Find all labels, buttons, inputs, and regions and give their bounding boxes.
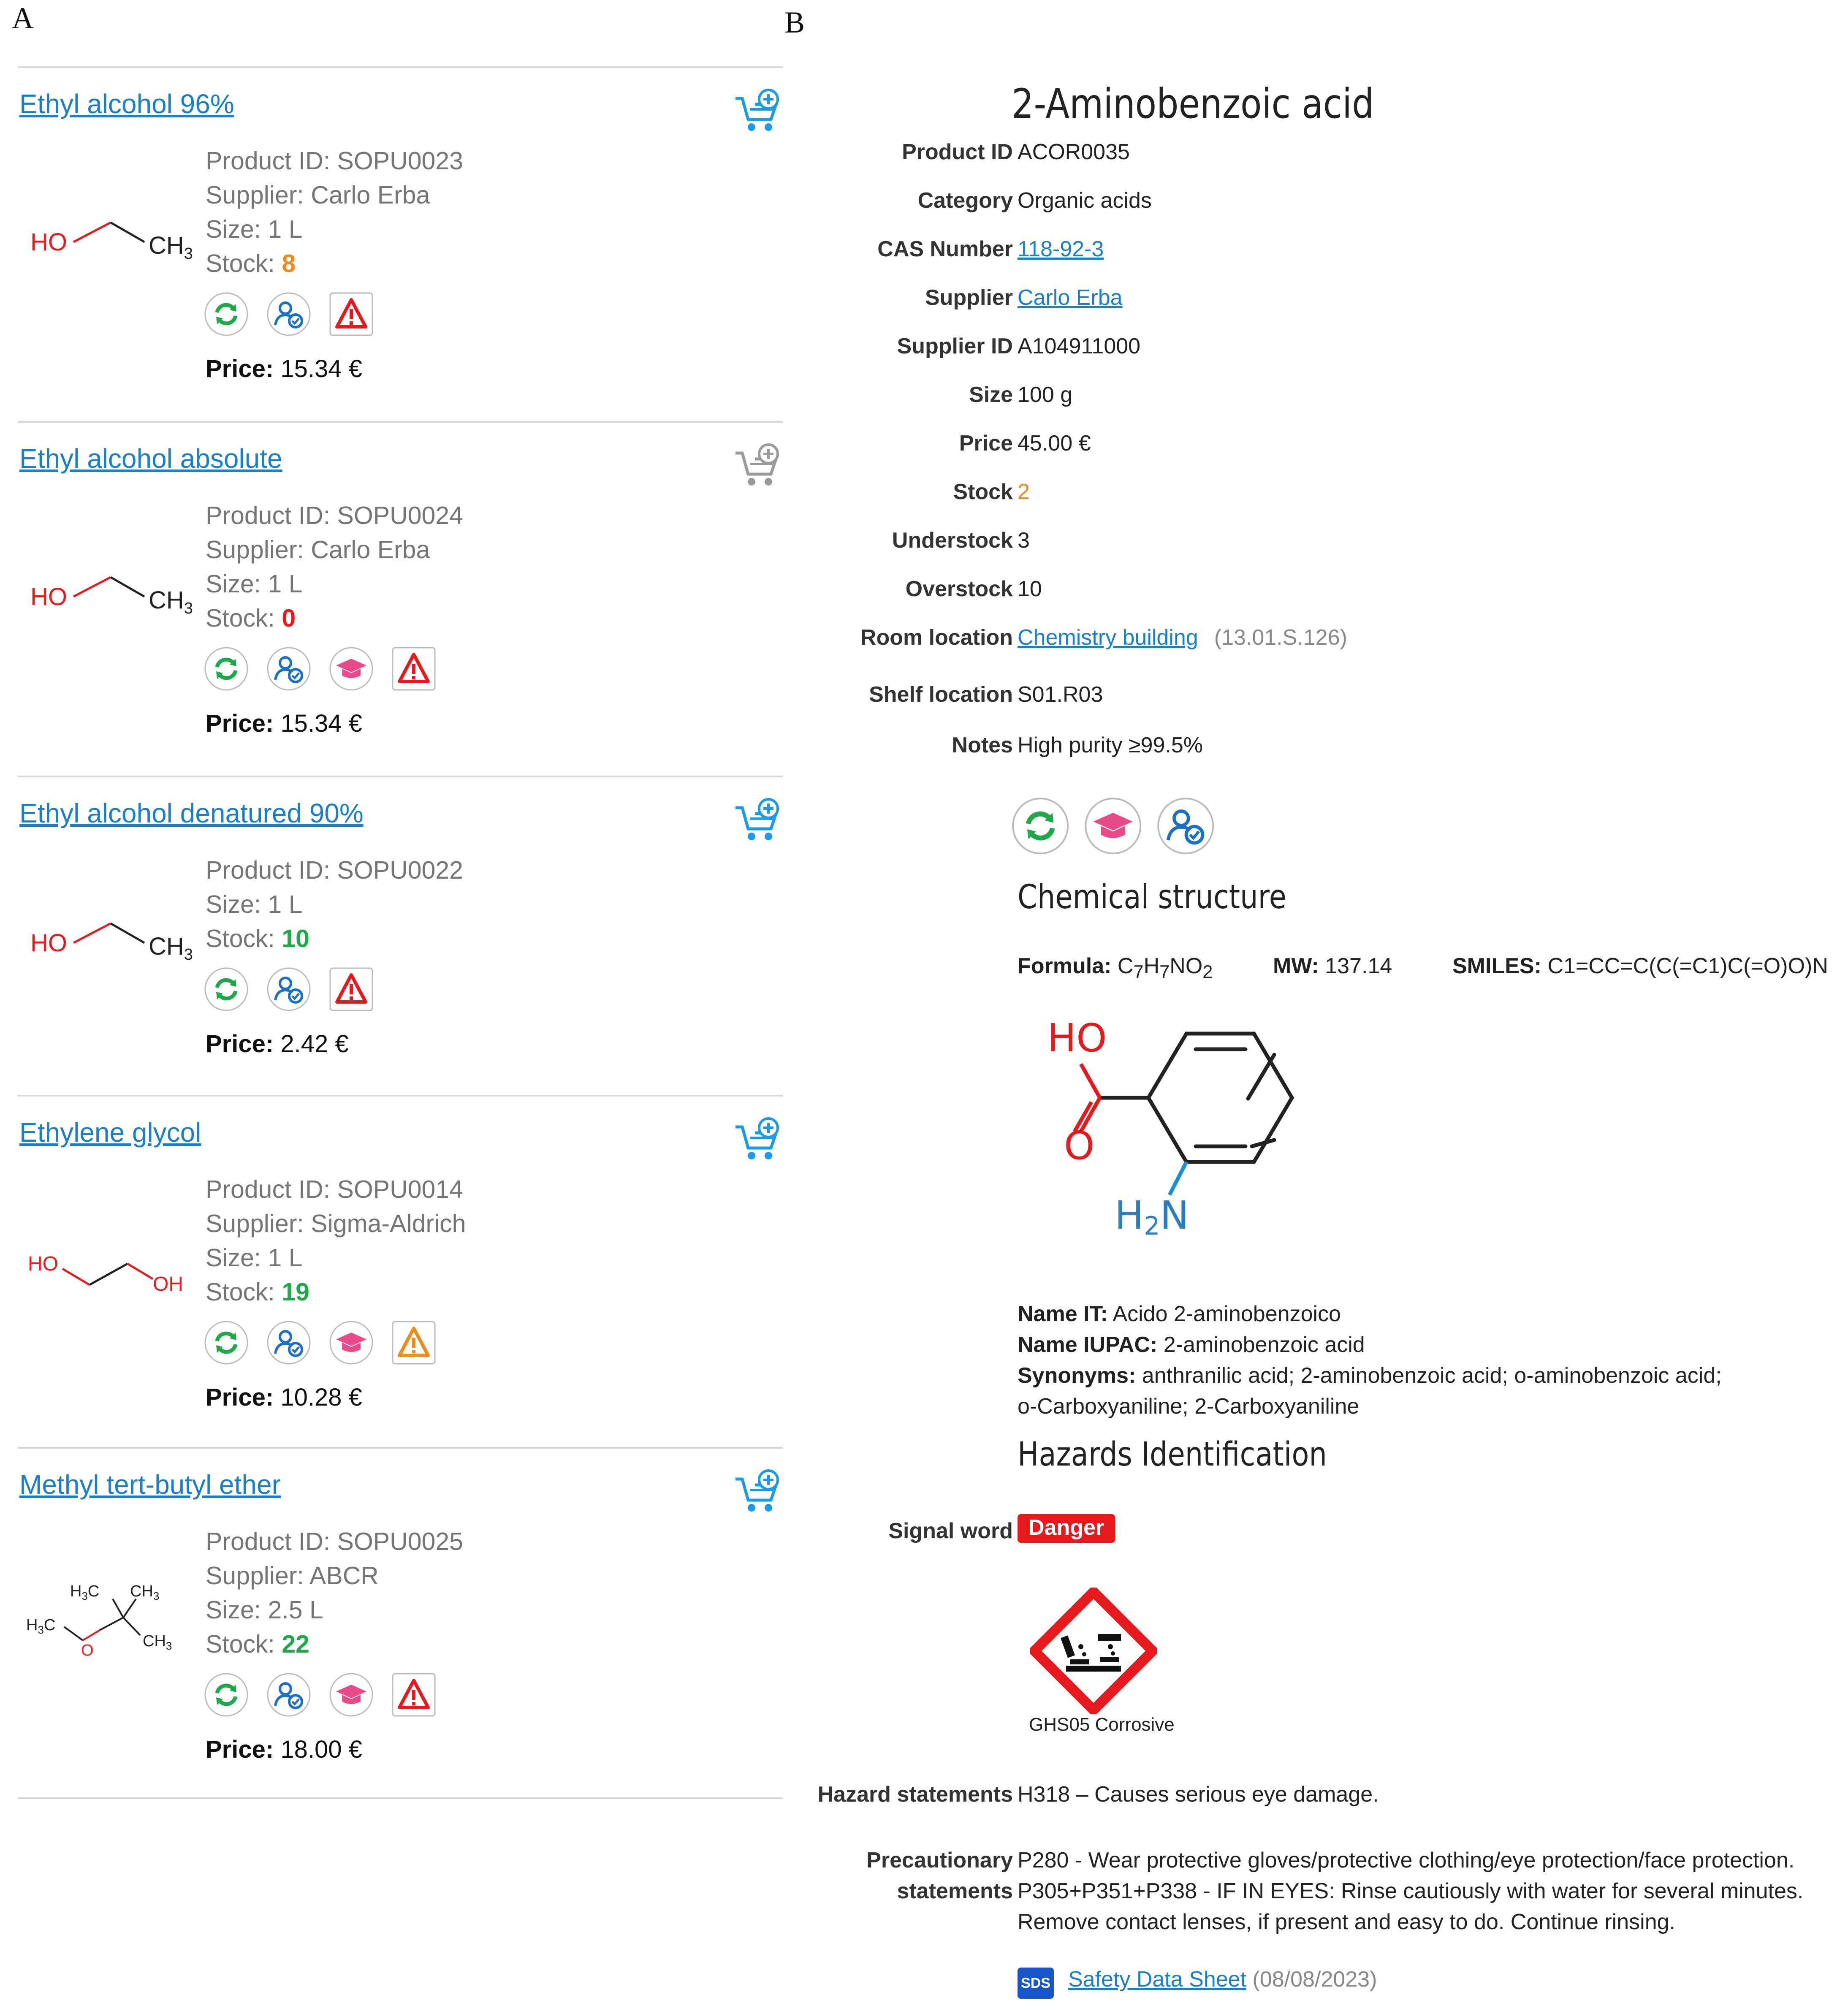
detail-value: 45.00 € [1018,431,1091,456]
product-info-line: Size: 1 L [206,570,303,598]
safety-data-sheet-link[interactable]: Safety Data Sheet [1068,1967,1247,1992]
recycle-icon[interactable] [204,646,249,692]
hazard-orange-icon[interactable] [391,1320,437,1365]
panel-label-b: B [784,5,805,39]
signal-word-badge: Danger [1018,1514,1115,1543]
detail-value: 100 g [1018,383,1073,407]
add-to-cart-icon[interactable] [734,798,783,844]
hazard-red-icon[interactable] [328,966,374,1012]
detail-value [1018,625,1347,650]
product-info-line: Size: 1 L [206,890,303,918]
molecule-structure [1022,1001,1326,1262]
product-info-line: Size: 1 L [206,215,303,243]
svg-text:CH3: $CH_3$ [149,232,193,263]
chemical-names [1018,1299,1820,1422]
svg-text:CH3: $CH_3$ [130,1584,160,1602]
product-price: Price: 18.00 € [206,1736,362,1763]
structure-thumbnail [26,1584,204,1668]
detail-label: Supplier [925,285,1013,310]
hazard-statements-label: Hazard statements [817,1782,1013,1807]
product-list [18,66,783,1799]
product-info [206,1525,463,1661]
add-to-cart-icon[interactable] [734,443,783,489]
stock-value: 10 [282,925,309,953]
product-card [18,421,783,776]
product-info [206,853,463,956]
product-price: Price: 15.34 € [206,355,362,383]
detail-value: Organic acids [1018,188,1152,213]
product-title-link[interactable]: Ethyl alcohol absolute [19,443,282,474]
product-price: Price: 2.42 € [206,1030,349,1058]
ghs05-label: GHS05 Corrosive [1029,1714,1175,1735]
product-info-line: Product ID: SOPU0025 [206,1528,463,1555]
formula-value: Formula: $C_7H_7NO_2$ [1018,954,1213,983]
synonyms: Synonyms: anthranilic acid; 2-aminobenzoic acid; o-aminobenzoic acid; [1018,1363,1722,1388]
structure-thumbnail [26,558,204,642]
sds-date: (08/08/2023) [1252,1967,1377,1992]
mw-value: MW: 137.14 [1273,954,1392,978]
product-info-line: Size: 1 L [206,1244,303,1272]
mol-label-o: O [1064,1123,1095,1168]
detail-label: Stock [953,480,1013,504]
stock-value: 0 [282,604,296,632]
detail-label: Notes [952,733,1013,757]
stock-line: Stock: 22 [206,1630,309,1658]
stock-line: Stock: 19 [206,1278,309,1306]
user-check-icon[interactable] [266,1672,312,1718]
stock-line: Stock: 8 [206,250,296,277]
svg-text:CH3: $CH_3$ [143,1632,172,1652]
precautionary-label-2: statements [897,1879,1013,1903]
product-info-line: Product ID: SOPU0014 [206,1175,463,1203]
product-card [18,1447,783,1799]
chemical-properties [1018,953,1828,983]
room-code: (13.01.S.126) [1214,625,1347,650]
svg-text:HO: HO [30,583,67,611]
svg-text:H3C: $H_3C$ [26,1616,56,1636]
structure-thumbnail [26,904,204,988]
mol-label-nh2: H2N [1115,1193,1189,1241]
graduation-cap-icon[interactable] [1083,796,1142,858]
svg-text:H3C: $H_3C$ [70,1584,100,1602]
stock-value: 8 [282,250,296,277]
detail-label: Size [969,383,1013,407]
detail-value [1018,285,1123,310]
recycle-icon[interactable] [204,966,249,1012]
graduation-cap-icon[interactable] [328,1672,374,1718]
signal-word-label: Signal word [888,1519,1013,1543]
product-price: Price: 15.34 € [206,710,362,737]
product-card [18,66,783,421]
svg-text:HO: HO [28,1253,58,1275]
svg-text:CH3: $CH_3$ [149,933,193,964]
hazard-red-icon[interactable] [391,1672,437,1718]
add-to-cart-icon[interactable] [734,88,783,135]
name-iupac: Name IUPAC: 2-aminobenzoic acid [1018,1333,1365,1357]
user-check-icon[interactable] [266,291,312,337]
svg-text:CH3: $CH_3$ [149,586,193,617]
user-check-icon[interactable] [266,966,312,1012]
stock-value: 22 [282,1630,309,1658]
product-info [206,499,463,635]
product-info-line: Product ID: SOPU0022 [206,856,463,884]
stock-value: 19 [282,1278,309,1306]
precautionary-p305-continued: Remove contact lenses, if present and easy to do. Continue rinsing. [1018,1910,1675,1934]
product-price: Price: 10.28 € [206,1384,362,1411]
recycle-icon[interactable] [204,291,249,337]
page-title: 2-Aminobenzoic acid [1012,80,1374,128]
product-detail [802,0,1848,2014]
graduation-cap-icon[interactable] [328,646,374,692]
svg-text:OH: OH [153,1273,183,1295]
product-info-line: Product ID: SOPU0023 [206,147,463,175]
detail-label: CAS Number [877,237,1013,261]
detail-value: 3 [1018,528,1030,553]
product-info-line: Size: 2.5 L [206,1596,323,1624]
detail-label: Understock [892,528,1013,553]
svg-text:HO: HO [30,929,67,957]
add-to-cart-icon[interactable] [734,1117,783,1163]
sds-icon: SDS [1018,1968,1054,1999]
stock-line: Stock: 0 [206,604,296,632]
svg-text:HO: HO [30,228,67,256]
product-title-link[interactable]: Ethyl alcohol 96% [19,89,234,119]
stock-line: Stock: 10 [206,925,309,953]
detail-value: High purity ≥99.5% [1018,733,1203,757]
detail-value: 2 [1018,480,1030,504]
precautionary-p305: P305+P351+P338 - IF IN EYES: Rinse cautiously with water for several minutes. [1018,1879,1804,1903]
hazards-heading: Hazards Identification [1018,1436,1327,1474]
synonyms-continued: o-Carboxyaniline; 2-Carboxyaniline [1018,1394,1360,1419]
product-card [18,776,783,1095]
sds-row [1068,1967,1377,1992]
precautionary-label-1: Precautionary [866,1848,1013,1873]
detail-link[interactable]: Chemistry building [1018,625,1198,650]
hazard-red-icon[interactable] [391,646,437,692]
panel-label-a: A [12,1,34,35]
detail-link[interactable]: 118-92-3 [1018,237,1104,261]
detail-label: Price [959,431,1013,456]
chemical-structure-heading: Chemical structure [1018,878,1286,916]
svg-text:O: O [81,1642,94,1659]
detail-label: Shelf location [869,682,1013,707]
product-info [206,1173,466,1309]
graduation-cap-icon[interactable] [328,1320,374,1365]
precautionary-p280: P280 - Wear protective gloves/protective clothing/eye protection/face protection. [1018,1848,1795,1873]
detail-value: ACOR0035 [1018,140,1130,164]
detail-label: Room location [860,625,1013,650]
detail-value [1018,236,1104,262]
hazard-red-icon[interactable] [328,291,374,337]
name-it: Name IT: Acido 2-aminobenzoico [1018,1302,1341,1326]
detail-label: Supplier ID [897,334,1013,358]
product-info-line: Supplier: Carlo Erba [206,536,430,564]
detail-value: S01.R03 [1018,682,1103,707]
user-check-icon[interactable] [1156,796,1215,858]
detail-label: Overstock [905,577,1013,601]
detail-label: Product ID [902,140,1013,164]
recycle-icon[interactable] [204,1320,249,1365]
detail-link[interactable]: Carlo Erba [1018,285,1123,310]
product-info-line: Supplier: Carlo Erba [206,181,430,209]
product-title-link[interactable]: Ethyl alcohol denatured 90% [19,798,364,828]
detail-value: 10 [1018,577,1042,601]
user-check-icon[interactable] [266,1320,312,1365]
detail-value: A104911000 [1018,334,1141,358]
product-title-link[interactable]: Ethylene glycol [19,1117,201,1148]
structure-thumbnail [26,1232,204,1316]
product-info-line: Product ID: SOPU0024 [206,502,463,529]
recycle-icon[interactable] [204,1672,249,1718]
ghs05-corrosive-icon [1030,1588,1157,1714]
product-card [18,1095,783,1447]
mol-label-ho: HO [1047,1015,1107,1061]
smiles-value: SMILES: C1=CC=C(C(=C1)C(=O)O)N [1452,954,1828,978]
user-check-icon[interactable] [266,646,312,692]
recycle-icon[interactable] [1011,796,1070,858]
add-to-cart-icon[interactable] [734,1469,783,1515]
product-title-link[interactable]: Methyl tert-butyl ether [19,1469,281,1500]
product-info-line: Supplier: ABCR [206,1562,379,1590]
detail-label: Category [917,188,1013,213]
product-info [206,144,463,281]
hazard-statements-value: H318 – Causes serious eye damage. [1018,1782,1379,1807]
product-info-line: Supplier: Sigma-Aldrich [206,1210,466,1238]
structure-thumbnail [26,203,204,288]
